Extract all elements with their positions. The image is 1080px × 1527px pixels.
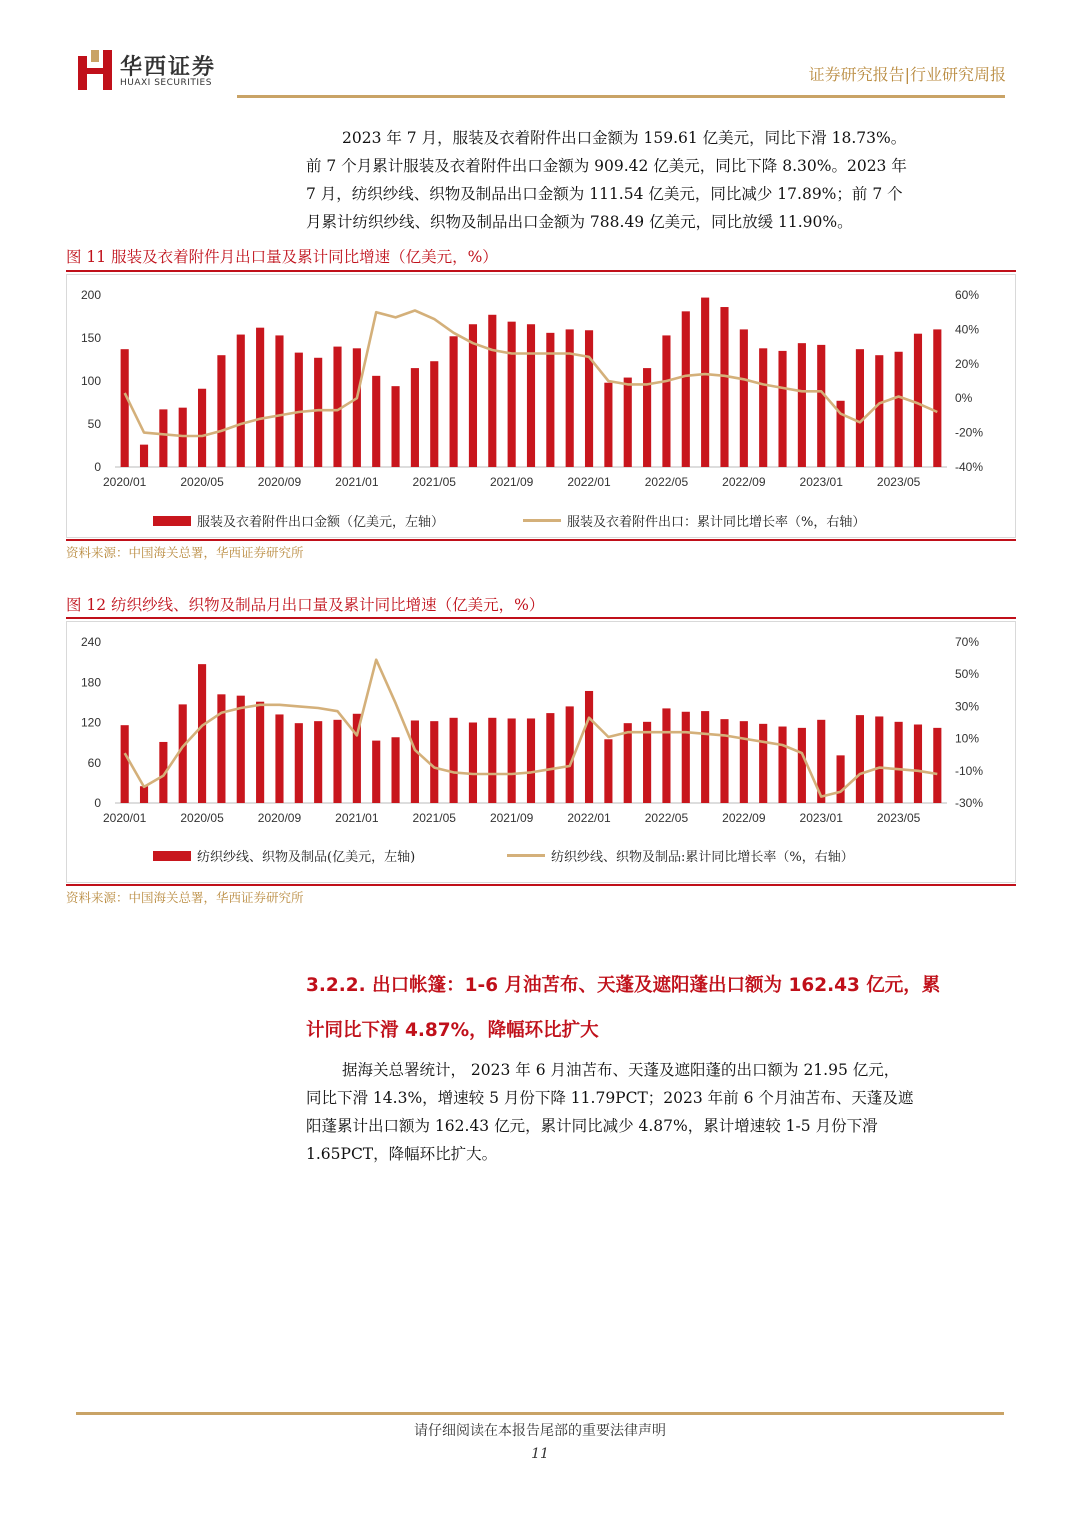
y-right-tick-label: 70% <box>955 635 980 649</box>
legend-label: 服装及衣着附件出口金额（亿美元，左轴） <box>197 515 445 530</box>
bar <box>372 376 380 467</box>
section-line: 同比下滑 14.3%，增速较 5 月份下降 11.79PCT；2023 年前 6 个月油苫布、天蓬及遮 <box>306 1089 914 1107</box>
bar <box>256 702 264 803</box>
bar <box>333 347 341 467</box>
figure-12-legend-line <box>507 846 854 865</box>
bar <box>469 723 477 804</box>
footer-divider <box>76 1412 1004 1415</box>
bar <box>140 445 148 467</box>
x-tick-label: 2020/09 <box>257 811 302 825</box>
y-left-tick-label: 120 <box>80 715 101 730</box>
bar <box>508 718 516 803</box>
y-left-tick-label: 0 <box>94 460 101 474</box>
y-left-tick-label: 50 <box>87 417 101 431</box>
section-heading <box>306 963 1018 1053</box>
legend-label: 纺织纱线、织物及制品(亿美元，左轴) <box>197 850 416 865</box>
y-right-tick-label: -40% <box>955 460 984 474</box>
bar <box>798 728 806 803</box>
figure-12-rule <box>66 617 1016 619</box>
bar <box>314 358 322 467</box>
y-right-tick-label: 0% <box>955 391 973 406</box>
y-left-tick-label: 150 <box>80 331 101 345</box>
footer-disclaimer: 请仔细阅读在本报告尾部的重要法律声明 <box>414 1423 666 1439</box>
bar <box>778 351 786 467</box>
bar <box>895 722 903 803</box>
bar <box>295 723 303 803</box>
figure-12-bottom-rule <box>66 884 1016 886</box>
bar <box>121 725 129 803</box>
bar <box>585 691 593 803</box>
x-tick-label: 2021/09 <box>489 811 534 825</box>
x-tick-label: 2022/01 <box>567 475 611 489</box>
section-line: 阳蓬累计出口额为 162.43 亿元，累计同比减少 4.87%，累计增速较 1-5 月份下滑 <box>306 1117 878 1135</box>
figure-11-plot <box>67 275 1015 505</box>
bar <box>720 719 728 803</box>
bar <box>237 335 245 467</box>
bar <box>450 336 458 467</box>
section-line: 据海关总署统计， 2023 年 6 月油苫布、天蓬及遮阳蓬的出口额为 21.95 亿元， <box>342 1061 900 1079</box>
figure-11-title: 图 11 服装及衣着附件月出口量及累计同比增速（亿美元，%） <box>66 248 498 266</box>
bar <box>798 343 806 467</box>
x-tick-label: 2021/01 <box>335 475 379 489</box>
bar <box>488 315 496 467</box>
bar <box>682 712 690 803</box>
report-type: 证券研究报告|行业研究周报 <box>808 65 1006 84</box>
brand-name-cn: 华西证券 <box>120 54 217 80</box>
legend-label: 服装及衣着附件出口：累计同比增长率（%，右轴） <box>567 515 866 530</box>
bar <box>837 755 845 803</box>
bar <box>662 708 670 803</box>
y-right-tick-label: 10% <box>955 731 980 746</box>
bar <box>740 721 748 803</box>
figure-11-chart <box>66 274 1016 538</box>
y-right-tick-label: 20% <box>955 356 980 371</box>
bar <box>488 718 496 803</box>
bar <box>875 355 883 467</box>
bar <box>604 739 612 803</box>
bar <box>508 322 516 467</box>
bar <box>198 664 206 803</box>
y-left-tick-label: 180 <box>80 675 101 690</box>
bar <box>527 718 535 803</box>
bar <box>895 352 903 467</box>
x-tick-label: 2023/05 <box>876 811 921 825</box>
bar <box>217 694 225 803</box>
x-tick-label: 2020/01 <box>102 811 147 825</box>
bar <box>875 716 883 803</box>
x-tick-label: 2023/01 <box>799 811 843 825</box>
figure-11-legend-line <box>523 511 865 530</box>
bar <box>237 696 245 803</box>
section-heading-line: 3.2.2. 出口帐篷：1-6 月油苫布、天蓬及遮阳蓬出口额为 162.43 亿元，累 <box>306 975 941 996</box>
y-right-tick-label: -10% <box>955 763 984 778</box>
x-tick-label: 2021/05 <box>412 475 456 489</box>
x-tick-label: 2022/09 <box>722 811 766 825</box>
x-tick-label: 2022/05 <box>644 811 689 825</box>
legend-line-swatch <box>523 519 561 522</box>
bar <box>333 720 341 803</box>
bar <box>430 721 438 803</box>
section-line: 1.65PCT，降幅环比扩大。 <box>306 1145 498 1163</box>
page-number: 11 <box>531 1446 549 1462</box>
x-tick-label: 2021/01 <box>335 811 379 825</box>
bar <box>740 329 748 467</box>
bar <box>566 329 574 467</box>
bar <box>256 328 264 467</box>
x-tick-label: 2020/09 <box>257 475 302 489</box>
bar <box>914 725 922 803</box>
bar <box>159 409 167 467</box>
y-left-tick-label: 200 <box>80 288 101 302</box>
bar <box>701 298 709 467</box>
x-tick-label: 2023/05 <box>876 475 921 489</box>
intro-line: 前 7 个月累计服装及衣着附件出口金额为 909.42 亿美元，同比下降 8.30%。2023 年 <box>306 157 907 175</box>
legend-bar-swatch <box>153 851 191 861</box>
bar <box>391 386 399 467</box>
brand-name-en: HUAXI SECURITIES <box>120 78 212 88</box>
y-right-tick-label: -30% <box>955 796 984 810</box>
bar <box>585 330 593 467</box>
bar <box>275 714 283 803</box>
bar <box>391 737 399 803</box>
bar <box>933 728 941 803</box>
bar <box>682 311 690 467</box>
section-paragraph <box>306 1056 1016 1168</box>
bar <box>179 704 187 803</box>
x-tick-label: 2020/05 <box>180 811 224 825</box>
x-tick-label: 2022/05 <box>644 475 689 489</box>
x-tick-label: 2021/05 <box>412 811 456 825</box>
x-tick-label: 2020/01 <box>102 475 147 489</box>
legend-line-swatch <box>507 854 545 857</box>
section-heading-line: 计同比下滑 4.87%，降幅环比扩大 <box>306 1020 599 1041</box>
bar <box>469 324 477 467</box>
y-right-tick-label: 50% <box>955 667 980 682</box>
bar <box>701 711 709 803</box>
figure-12-legend-bar <box>153 846 415 865</box>
bar <box>140 786 148 803</box>
y-left-tick-label: 0 <box>94 796 101 810</box>
bar <box>933 329 941 467</box>
x-tick-label: 2023/01 <box>799 475 843 489</box>
intro-line: 7 月，纺织纱线、织物及制品出口金额为 111.54 亿美元，同比减少 17.89%；前 7 个 <box>306 185 903 203</box>
intro-paragraph <box>306 124 1016 236</box>
figure-12-chart <box>66 621 1016 883</box>
bar <box>179 408 187 467</box>
bar <box>198 389 206 467</box>
bar <box>546 713 554 803</box>
y-left-tick-label: 60 <box>87 755 101 770</box>
huaxi-logo-icon <box>78 50 112 90</box>
figure-11-bottom-rule <box>66 539 1016 541</box>
bar <box>662 335 670 467</box>
intro-line: 2023 年 7 月，服装及衣着附件出口金额为 159.61 亿美元，同比下滑 18.73%。 <box>342 129 907 147</box>
y-right-tick-label: -20% <box>955 425 984 440</box>
bar <box>411 368 419 467</box>
y-left-tick-label: 100 <box>80 374 101 388</box>
bar <box>759 724 767 803</box>
bar <box>624 378 632 467</box>
bar <box>604 383 612 467</box>
figure-12-source: 资料来源：中国海关总署，华西证券研究所 <box>66 890 304 905</box>
figure-11-rule <box>66 270 1016 272</box>
bar <box>759 348 767 467</box>
bar <box>372 741 380 803</box>
bar <box>275 335 283 467</box>
intro-line: 月累计纺织纱线、织物及制品出口金额为 788.49 亿美元，同比放缓 11.90%。 <box>306 213 853 231</box>
bar <box>217 355 225 467</box>
figure-12-plot <box>67 622 1015 850</box>
x-tick-label: 2022/01 <box>567 811 611 825</box>
y-left-tick-label: 240 <box>80 635 101 649</box>
x-tick-label: 2022/09 <box>722 475 766 489</box>
bar <box>643 722 651 803</box>
bar <box>817 345 825 467</box>
figure-11-source: 资料来源：中国海关总署，华西证券研究所 <box>66 545 304 560</box>
y-right-tick-label: 30% <box>955 699 980 714</box>
legend-label: 纺织纱线、织物及制品:累计同比增长率（%，右轴） <box>551 850 854 865</box>
legend-bar-swatch <box>153 516 191 526</box>
bar <box>856 715 864 803</box>
y-right-tick-label: 40% <box>955 322 980 337</box>
bar <box>720 307 728 467</box>
bar <box>314 721 322 803</box>
x-tick-label: 2021/09 <box>489 475 534 489</box>
bar <box>411 720 419 803</box>
figure-12-title: 图 12 纺织纱线、织物及制品月出口量及累计同比增速（亿美元，%） <box>66 596 545 614</box>
bar <box>353 348 361 467</box>
figure-11-legend-bar <box>153 511 444 530</box>
bar <box>295 353 303 467</box>
bar <box>778 727 786 803</box>
bar <box>856 349 864 467</box>
bar <box>914 334 922 467</box>
bar <box>624 723 632 803</box>
y-right-tick-label: 60% <box>955 288 980 302</box>
bar <box>430 361 438 467</box>
bar <box>450 718 458 803</box>
bar <box>566 706 574 803</box>
bar <box>527 324 535 467</box>
x-tick-label: 2020/05 <box>180 475 224 489</box>
bar <box>121 349 129 467</box>
header-divider <box>237 95 1005 98</box>
